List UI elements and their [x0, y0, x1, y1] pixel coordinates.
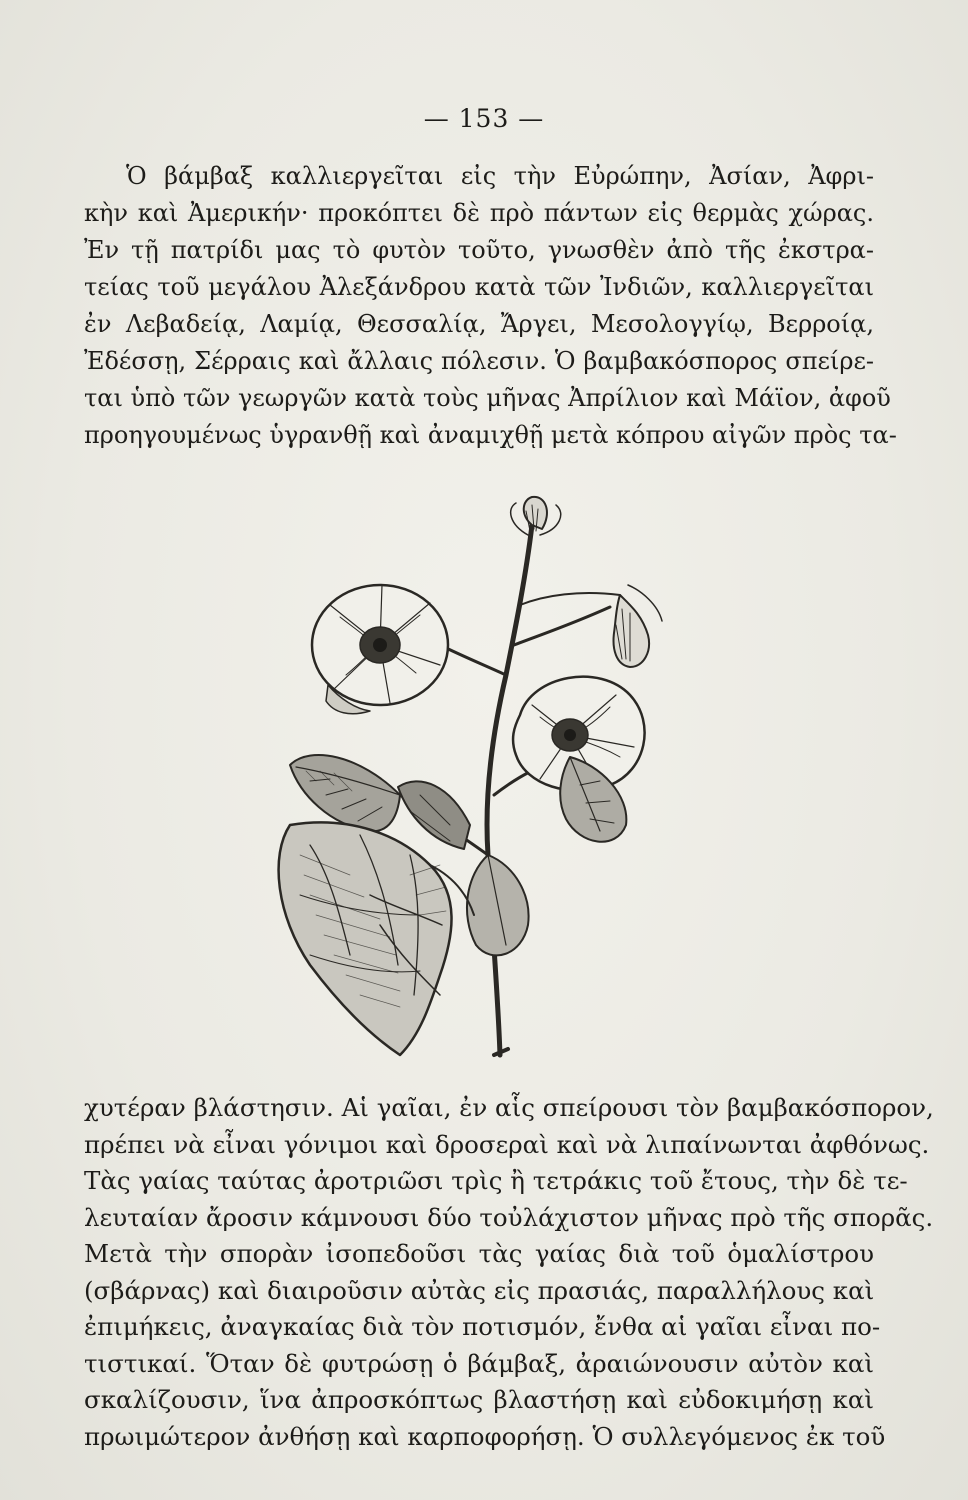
page-number: — 153 — [423, 104, 545, 133]
paragraph-top [84, 158, 897, 454]
text-line: σκαλίζουσιν, ἵνα ἀπροσκόπτως βλαστήσῃ καὶ εὐδοκιμήσῃ καὶ [84, 1385, 874, 1414]
text-line: πρωιμώτερον ἀνθήσῃ καὶ καρποφορήσῃ. Ὁ συλλεγόμενος ἐκ τοῦ [84, 1421, 886, 1451]
cotton-plant-icon [270, 495, 710, 1075]
text-line: ται ὑπὸ τῶν γεωργῶν κατὰ τοὺς μῆνας Ἀπρίλιον καὶ Μάϊον, ἀφοῦ [84, 384, 891, 412]
text-line: Ὁ βάμβαξ καλλιεργεῖται εἰς τὴν Εὐρώπην, Ἀσίαν, Ἀφρι- [126, 162, 874, 190]
text-line: χυτέραν βλάστησιν. Αἱ γαῖαι, ἐν αἷς σπείρουσι τὸν βαμβακόσπορον, [84, 1093, 934, 1122]
text-line: Ἐδέσσῃ, Σέρραις καὶ ἄλλαις πόλεσιν. Ὁ βαμβακόσπορος σπείρε- [84, 347, 874, 375]
text-line: προηγουμένως ὑγρανθῇ καὶ ἀναμιχθῇ μετὰ κόπρου αἰγῶν πρὸς τα- [84, 421, 897, 449]
text-line: (σβάρνας) καὶ διαιροῦσιν αὐτὰς εἰς πρασιάς, παραλλήλους καὶ [84, 1275, 875, 1305]
text-line: τιστικαί. Ὅταν δὲ φυτρώσῃ ὁ βάμβαξ, ἀραιώνουσιν αὐτὸν καὶ [84, 1348, 874, 1378]
text-line: κὴν καὶ Ἀμερικήν· προκόπτει δὲ πρὸ πάντων εἰς θερμὰς χώρας. [84, 199, 874, 227]
text-line: ἐν Λεβαδείᾳ, Λαμίᾳ, Θεσσαλίᾳ, Ἄργει, Μεσολογγίῳ, Βερροίᾳ, [84, 310, 874, 338]
text-line: Μετὰ τὴν σπορὰν ἰσοπεδοῦσι τὰς γαίας διὰ τοῦ ὁμαλίστρου [84, 1239, 874, 1268]
text-line: ἐπιμήκεις, ἀναγκαίας διὰ τὸν ποτισμόν, ἔνθα αἱ γαῖαι εἶναι πο- [84, 1312, 881, 1341]
text-line: Ἐν τῇ πατρίδι μας τὸ φυτὸν τοῦτο, γνωσθὲν ἀπὸ τῆς ἐκστρα- [84, 236, 874, 264]
text-line: πρέπει νὰ εἶναι γόνιμοι καὶ δροσεραὶ καὶ νὰ λιπαίνωνται ἀφθόνως. [84, 1129, 930, 1159]
text-line: λευταίαν ἄροσιν κάμνουσι δύο τοὐλάχιστον μῆνας πρὸ τῆς σπορᾶς. [84, 1202, 934, 1232]
cotton-plant-illustration [270, 495, 710, 1075]
paragraph-bottom [84, 1090, 934, 1455]
text-line: Τὰς γαίας ταύτας ἀροτριῶσι τρὶς ἢ τετράκις τοῦ ἔτους, τὴν δὲ τε- [84, 1166, 908, 1195]
text-line: τείας τοῦ μεγάλου Ἀλεξάνδρου κατὰ τῶν Ἰνδιῶν, καλλιεργεῖται [84, 273, 874, 301]
